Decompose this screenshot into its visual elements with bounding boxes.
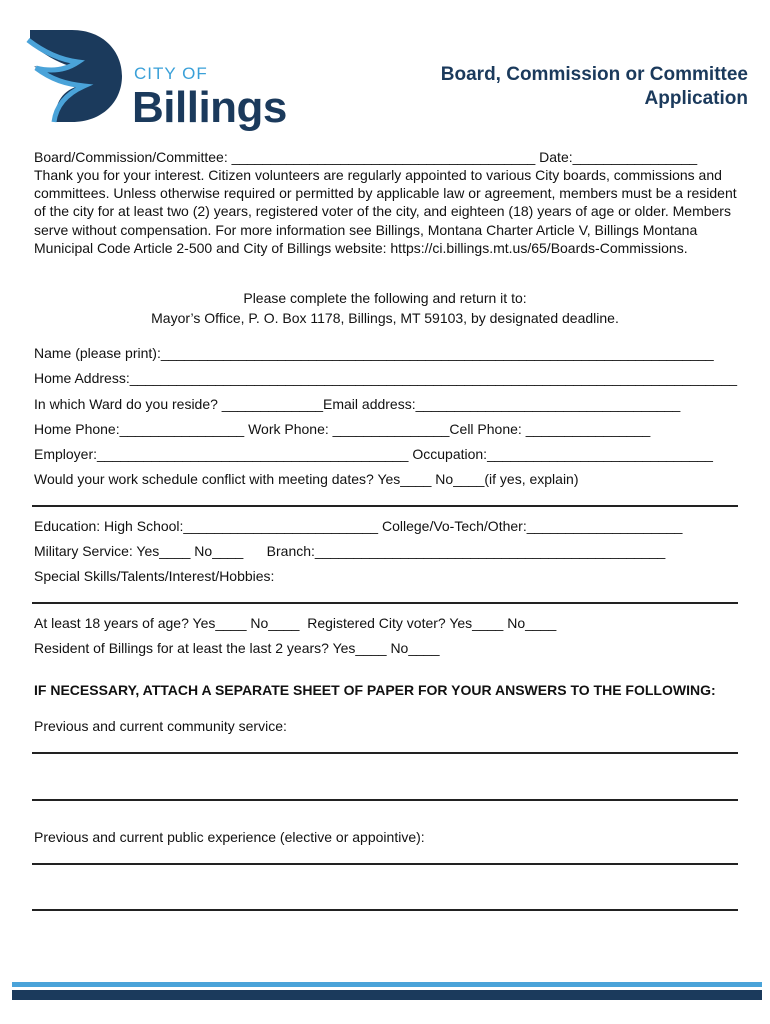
logo-billings: Billings [132, 83, 287, 132]
phone-fields[interactable]: Home Phone:________________ Work Phone: _______________Cell Phone: ________________ [34, 421, 651, 437]
answer-line[interactable] [32, 752, 738, 754]
board-date-field[interactable]: Board/Commission/Committee: _______________________________________ Date:________________ [34, 149, 698, 165]
city-logo [26, 26, 287, 132]
education-field[interactable]: Education: High School:_________________________ College/Vo-Tech/Other:____________________ [34, 518, 683, 534]
name-field[interactable]: Name (please print):_______________________________________________________________________ [34, 345, 714, 361]
military-service-field[interactable]: Military Service: Yes____ No____ Branch:_____________________________________________ [34, 543, 666, 559]
community-service-label: Previous and current community service: [34, 718, 287, 734]
skills-label: Special Skills/Talents/Interest/Hobbies: [34, 568, 275, 584]
logo-city-of: CITY OF [134, 64, 208, 83]
home-address-field[interactable]: Home Address:______________________________________________________________________________ [34, 370, 738, 386]
schedule-conflict-field[interactable]: Would your work schedule conflict with meeting dates? Yes____ No____(if yes, explain) [34, 471, 579, 487]
footer-bar-light [12, 982, 762, 987]
title-line-1: Board, Commission or Committee [440, 64, 748, 85]
residency-field[interactable]: Resident of Billings for at least the last 2 years? Yes____ No____ [34, 640, 440, 656]
billings-logo-mark [26, 26, 126, 126]
ward-email-field[interactable]: In which Ward do you reside? _____________Email address:__________________________________ [34, 396, 681, 412]
age-voter-field[interactable]: At least 18 years of age? Yes____ No____ Registered City voter? Yes____ No____ [34, 615, 557, 631]
answer-line[interactable] [32, 863, 738, 865]
title-line-2: Application [644, 88, 748, 109]
return-instruction: Please complete the following and return it to: [243, 290, 527, 306]
document-title [441, 63, 748, 111]
answer-line[interactable] [32, 909, 738, 911]
section-divider [32, 505, 738, 507]
answer-line[interactable] [32, 799, 738, 801]
public-experience-label: Previous and current public experience (elective or appointive): [34, 829, 425, 845]
footer-bar-dark [12, 990, 762, 1000]
intro-paragraph: Thank you for your interest. Citizen volunteers are regularly appointed to various City boards, commissions and committees. Unless otherwise required or permitted by applicable law or agreement, members must be a resident of the city for at least two (2) years, registered voter of the city, and eighteen (18) years of age or older. Members serve without compensation. For more information see Billings, Montana Charter Article V, Billings Montana Municipal Code Article 2-500 and City of Billings website: https://ci.billings.mt.us/65/Boards-Commissions. [34, 167, 737, 256]
employer-occupation-field[interactable]: Employer:________________________________________ Occupation:_____________________________ [34, 446, 713, 462]
return-address: Mayor’s Office, P. O. Box 1178, Billings, MT 59103, by designated deadline. [151, 310, 619, 326]
attach-instruction: IF NECESSARY, ATTACH A SEPARATE SHEET OF PAPER FOR YOUR ANSWERS TO THE FOLLOWING: [34, 682, 716, 698]
section-divider [32, 602, 738, 604]
